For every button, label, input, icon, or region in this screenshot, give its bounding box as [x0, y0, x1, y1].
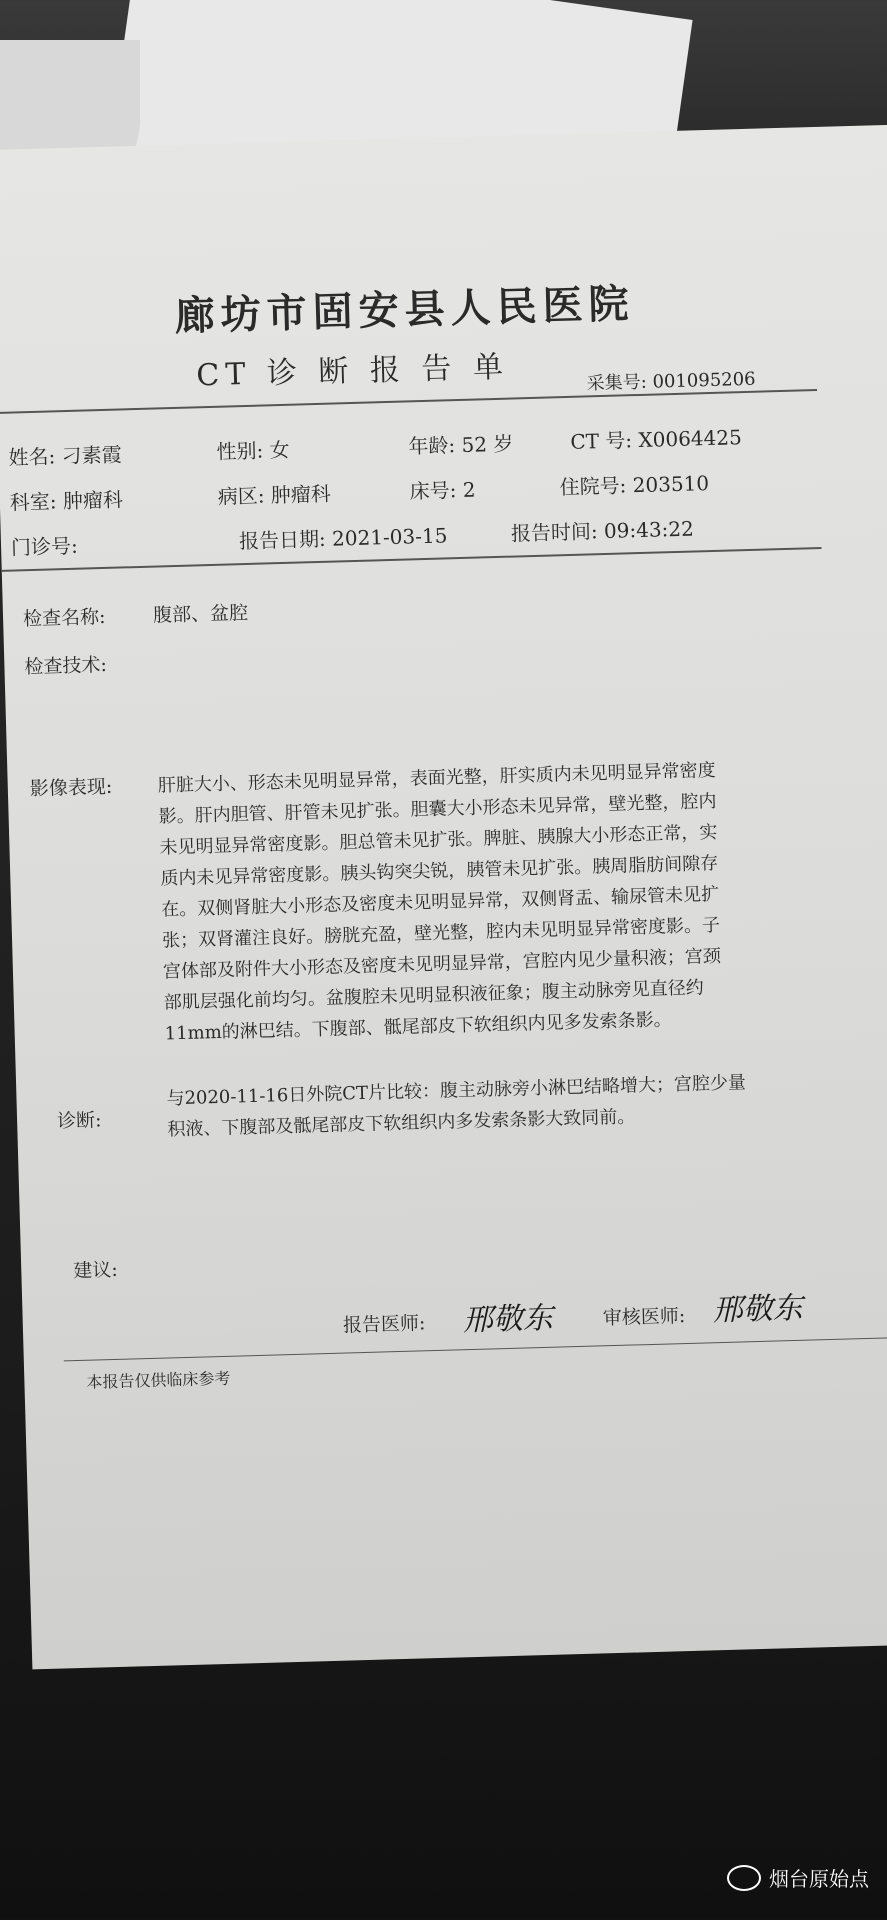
watermark-text: 烟台原始点: [769, 1867, 869, 1891]
findings-text: 肝脏大小、形态未见明显异常，表面光整，肝实质内未见明显异常密度 影。肝内胆管、肝管未见扩张。胆囊大小形态未见异常，壁光整，腔内 未见明显异常密度影。胆总管未见扩张。脾脏、胰腺大小形态正常，实 质内未见异常密度影。胰头钩突尖锐，胰管未见扩张。胰周脂肪间隙存 在。双侧肾脏大小形态及密度未见明显异常，双侧肾盂、输尿管未见扩 张；双肾灌注良好。膀胱充盈，壁光整，腔内未见明显异常密度影。子 宫体部及附件大小形态及密度未见明显异常，宫腔内见少量积液；宫颈 部肌层强化前均匀。盆腹腔未见明显积液征象；腹主动脉旁见直径约 11mm的淋巴结。下腹部、骶尾部皮下软组织内见多发索条影。: [157, 759, 722, 1045]
findings-label: 影像表现:: [29, 775, 113, 801]
footer-note: 本报告仅供临床参考: [86, 1368, 231, 1392]
report-date: 报告日期: 2021-03-15: [238, 523, 448, 554]
watermark: [727, 1863, 869, 1892]
review-doctor-signature: 邢敬东: [712, 1290, 804, 1329]
header-divider: [0, 389, 817, 414]
advice-label: 建议:: [73, 1258, 119, 1283]
diagnosis-label: 诊断:: [56, 1109, 102, 1133]
inpatient-number: 住院号: 203510: [559, 471, 710, 500]
patient-age: 年龄: 52 岁: [408, 431, 514, 459]
department: 科室: 肿瘤科: [9, 487, 124, 515]
exam-name-label: 检查名称:: [22, 605, 106, 631]
ct-report-sheet: [0, 125, 887, 1670]
report-time: 报告时间: 09:43:22: [510, 516, 695, 546]
ct-number: CT 号: X0064425: [570, 425, 743, 454]
review-doctor-label: 审核医师:: [602, 1305, 686, 1330]
footer-divider: [64, 1337, 887, 1361]
exam-tech-label: 检查技术:: [24, 653, 108, 679]
report-title: CT 诊 断 报 告 单: [195, 349, 510, 394]
patient-sex: 性别: 女: [216, 437, 290, 464]
patient-name: 姓名: 刁素霞: [8, 442, 122, 470]
wechat-icon: [727, 1865, 761, 1891]
report-doctor-signature: 邢敬东: [462, 1300, 554, 1339]
clinic-number: 门诊号:: [10, 533, 79, 560]
patient-divider: [2, 547, 822, 572]
hospital-name: 廊坊市固安县人民医院: [174, 280, 636, 340]
diagnosis-text: 与2020-11-16日外院CT片比较：腹主动脉旁小淋巴结略增大；宫腔少量 积液、下腹部及骶尾部皮下软组织内多发索条影大致同前。: [166, 1072, 747, 1141]
report-doctor-label: 报告医师:: [342, 1312, 426, 1337]
exam-name: 腹部、盆腔: [152, 601, 249, 627]
ward: 病区: 肿瘤科: [217, 481, 332, 509]
serial-number: 采集号: 001095206: [586, 368, 756, 395]
bed-number: 床号: 2: [409, 477, 476, 504]
